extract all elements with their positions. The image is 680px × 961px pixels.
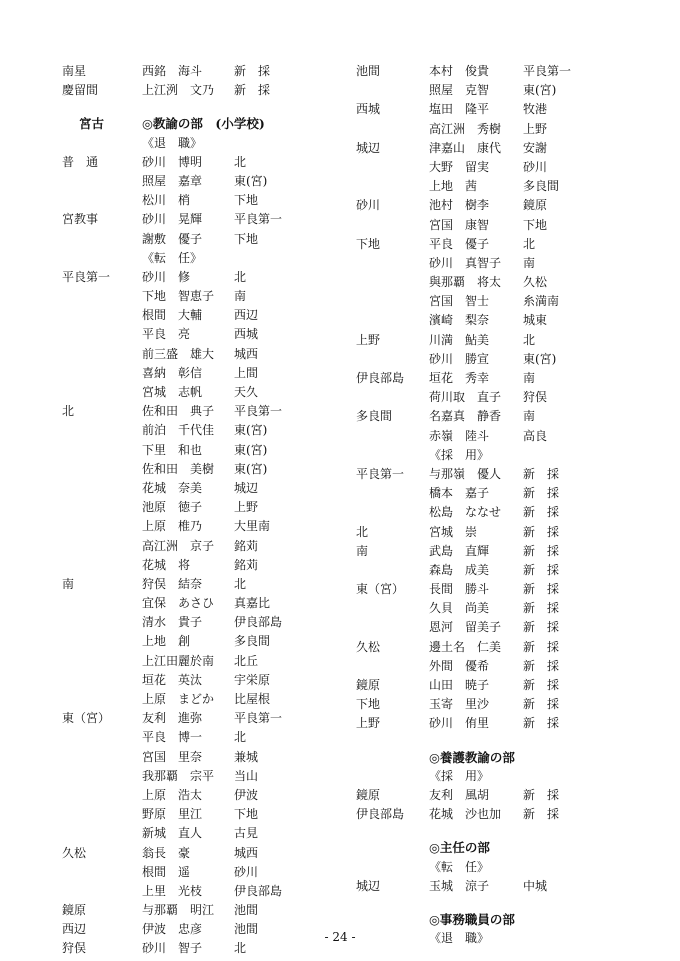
name-cell: 津嘉山 康代 bbox=[429, 140, 502, 155]
destination-cell: 銘苅 bbox=[234, 557, 259, 572]
school-cell: 南 bbox=[356, 543, 369, 558]
personnel-row bbox=[62, 249, 347, 268]
personnel-row bbox=[356, 523, 626, 542]
destination-cell: 新 採 bbox=[523, 678, 560, 692]
name-cell: 上原 まどか bbox=[142, 692, 215, 706]
personnel-row bbox=[62, 364, 347, 383]
name-cell: 赤嶺 陸斗 bbox=[429, 428, 490, 443]
school-cell: 下地 bbox=[356, 697, 381, 712]
personnel-row bbox=[356, 638, 626, 657]
destination-cell: 糸満南 bbox=[523, 294, 560, 309]
name-cell: 外間 優希 bbox=[429, 658, 490, 673]
name-cell: 根間 大輔 bbox=[142, 308, 203, 323]
destination-cell: 比屋根 bbox=[234, 692, 271, 706]
destination-cell: 南 bbox=[234, 289, 247, 304]
spacer bbox=[356, 896, 626, 910]
name-cell: 砂川 智子 bbox=[142, 941, 203, 956]
destination-cell: 新 採 bbox=[523, 807, 560, 822]
destination-cell: 平良第一 bbox=[234, 404, 283, 419]
name-cell: 川満 鮎美 bbox=[429, 332, 490, 347]
personnel-row bbox=[62, 824, 347, 843]
school-cell: 砂川 bbox=[356, 198, 381, 213]
destination-cell: 牧港 bbox=[523, 102, 548, 117]
personnel-row bbox=[62, 517, 347, 536]
destination-cell: 下地 bbox=[523, 217, 548, 232]
personnel-row bbox=[356, 805, 626, 824]
name-cell: 平良 優子 bbox=[429, 236, 490, 251]
school-cell: 城辺 bbox=[356, 878, 381, 893]
destination-cell: 上野 bbox=[234, 500, 259, 515]
name-cell: 砂川 博明 bbox=[142, 154, 203, 169]
personnel-row bbox=[356, 254, 626, 273]
personnel-row bbox=[356, 120, 626, 139]
personnel-row bbox=[356, 369, 626, 388]
destination-cell: 多良間 bbox=[523, 179, 560, 194]
name-cell: 高江洲 京子 bbox=[142, 538, 215, 553]
personnel-row bbox=[356, 158, 626, 177]
school-cell: 南星 bbox=[62, 64, 87, 78]
destination-cell: 西城 bbox=[234, 327, 259, 342]
personnel-row bbox=[62, 786, 347, 805]
personnel-row bbox=[356, 503, 626, 522]
name-cell: 翁長 豪 bbox=[142, 845, 191, 860]
personnel-row bbox=[62, 421, 347, 440]
personnel-row bbox=[356, 858, 626, 877]
name-cell: 池原 徳子 bbox=[142, 500, 203, 515]
name-cell: 《転 任》 bbox=[429, 859, 490, 874]
destination-cell: 砂川 bbox=[234, 864, 259, 879]
destination-cell: 北 bbox=[234, 941, 247, 956]
name-cell: 山田 暁子 bbox=[429, 678, 490, 692]
destination-cell: 東(宮) bbox=[234, 173, 268, 188]
destination-cell: 北丘 bbox=[234, 653, 259, 668]
destination-cell: 新 採 bbox=[523, 466, 560, 481]
name-cell: 《採 用》 bbox=[429, 447, 490, 462]
destination-cell: 北 bbox=[234, 154, 247, 169]
name-cell: 森島 成美 bbox=[429, 562, 490, 577]
personnel-row bbox=[62, 632, 347, 651]
name-cell: 宜保 あさひ bbox=[142, 596, 215, 611]
name-cell: 高江洲 秀樹 bbox=[429, 121, 502, 136]
personnel-row bbox=[62, 191, 347, 210]
name-cell: 佐和田 典子 bbox=[142, 404, 215, 419]
personnel-row bbox=[62, 441, 347, 460]
name-cell: 玉城 涼子 bbox=[429, 878, 490, 893]
personnel-row bbox=[62, 767, 347, 786]
name-cell: ◎事務職員の部 bbox=[429, 911, 515, 927]
personnel-row bbox=[62, 287, 347, 306]
destination-cell: 上間 bbox=[234, 365, 259, 380]
school-cell: 上野 bbox=[356, 332, 381, 347]
personnel-row bbox=[356, 100, 626, 119]
name-cell: 与那覇 明江 bbox=[142, 903, 215, 918]
name-cell: 宮城 志帆 bbox=[142, 385, 203, 399]
name-cell: 垣花 秀幸 bbox=[429, 371, 490, 385]
school-cell: 平良第一 bbox=[356, 466, 405, 481]
name-cell: 野原 里江 bbox=[142, 807, 203, 822]
personnel-row bbox=[62, 652, 347, 671]
name-cell: 下里 和也 bbox=[142, 442, 203, 457]
school-cell: 鏡原 bbox=[356, 787, 381, 802]
school-cell: 池間 bbox=[356, 64, 381, 78]
destination-cell: 東(宮) bbox=[523, 83, 557, 98]
spacer bbox=[356, 734, 626, 748]
destination-cell: 西辺 bbox=[234, 308, 259, 323]
personnel-row bbox=[356, 139, 626, 158]
personnel-row bbox=[62, 325, 347, 344]
destination-cell: 新 採 bbox=[523, 639, 560, 654]
name-cell: 本村 俊貴 bbox=[429, 64, 490, 78]
name-cell: 池村 樹李 bbox=[429, 198, 490, 213]
spacer bbox=[356, 824, 626, 838]
name-cell: 塩田 隆平 bbox=[429, 102, 490, 117]
school-cell: 鏡原 bbox=[62, 903, 87, 918]
destination-cell: 多良間 bbox=[234, 634, 271, 649]
name-cell: 新城 直人 bbox=[142, 826, 203, 841]
name-cell: 友利 進弥 bbox=[142, 711, 203, 726]
personnel-row bbox=[356, 657, 626, 676]
school-cell: 伊良部島 bbox=[356, 371, 405, 385]
personnel-row bbox=[62, 81, 347, 100]
name-cell: 与那嶺 優人 bbox=[429, 466, 502, 481]
personnel-row bbox=[62, 402, 347, 421]
personnel-row bbox=[62, 134, 347, 153]
school-cell: 宮古 bbox=[79, 116, 105, 132]
name-cell: 松川 梢 bbox=[142, 193, 191, 208]
name-cell: 久貝 尚美 bbox=[429, 601, 490, 616]
personnel-row bbox=[62, 690, 347, 709]
name-cell: 宮国 里奈 bbox=[142, 749, 203, 764]
destination-cell: 新 採 bbox=[234, 64, 271, 78]
destination-cell: 宇栄原 bbox=[234, 672, 271, 687]
name-cell: 《採 用》 bbox=[429, 768, 490, 783]
name-cell: 與那覇 将太 bbox=[429, 275, 502, 290]
name-cell: 恩河 留美子 bbox=[429, 620, 502, 635]
destination-cell: 下地 bbox=[234, 193, 259, 208]
name-cell: 上原 浩太 bbox=[142, 787, 203, 802]
destination-cell: 狩俣 bbox=[523, 390, 548, 405]
name-cell: 我那覇 宗平 bbox=[142, 768, 215, 783]
spacer bbox=[62, 100, 347, 114]
destination-cell: 南 bbox=[523, 371, 536, 385]
school-cell: 狩俣 bbox=[62, 941, 87, 956]
personnel-row bbox=[356, 542, 626, 561]
name-cell: 上原 椎乃 bbox=[142, 519, 203, 534]
name-cell: 前泊 千代佳 bbox=[142, 423, 215, 438]
personnel-row bbox=[62, 901, 347, 920]
school-cell: 東（宮） bbox=[62, 711, 111, 726]
name-cell: 《転 任》 bbox=[142, 250, 203, 265]
destination-cell: 新 採 bbox=[523, 620, 560, 635]
destination-cell: 砂川 bbox=[523, 159, 548, 174]
name-cell: 荷川取 直子 bbox=[429, 390, 502, 405]
name-cell: 宮国 康智 bbox=[429, 217, 490, 232]
name-cell: 松島 ななせ bbox=[429, 505, 502, 520]
personnel-row bbox=[356, 767, 626, 786]
destination-cell: 下地 bbox=[234, 807, 259, 822]
personnel-row bbox=[62, 383, 347, 402]
personnel-row bbox=[356, 350, 626, 369]
name-cell: 平良 博一 bbox=[142, 730, 203, 745]
school-cell: 南 bbox=[62, 576, 75, 591]
name-cell: 砂川 真智子 bbox=[429, 255, 502, 270]
name-cell: 花城 奈美 bbox=[142, 480, 203, 495]
destination-cell: 兼城 bbox=[234, 749, 259, 764]
name-cell: 名嘉真 静香 bbox=[429, 409, 502, 424]
personnel-row bbox=[356, 427, 626, 446]
school-cell: 西辺 bbox=[62, 922, 87, 937]
school-cell: 多良間 bbox=[356, 409, 393, 424]
personnel-row bbox=[356, 235, 626, 254]
name-cell: 橋本 嘉子 bbox=[429, 486, 490, 501]
personnel-row bbox=[62, 268, 347, 287]
name-cell: 邊土名 仁美 bbox=[429, 639, 502, 654]
destination-cell: 北 bbox=[234, 576, 247, 591]
personnel-row bbox=[62, 306, 347, 325]
destination-cell: 安謝 bbox=[523, 140, 548, 155]
personnel-row bbox=[62, 748, 347, 767]
personnel-row bbox=[62, 863, 347, 882]
name-cell: 喜納 彰信 bbox=[142, 365, 203, 380]
destination-cell: 新 採 bbox=[523, 716, 560, 731]
personnel-row bbox=[356, 62, 626, 81]
left-column bbox=[62, 62, 347, 959]
personnel-row bbox=[356, 292, 626, 311]
destination-cell: 池間 bbox=[234, 903, 259, 918]
school-cell: 城辺 bbox=[356, 140, 381, 155]
destination-cell: 東(宮) bbox=[523, 351, 557, 366]
destination-cell: 当山 bbox=[234, 768, 259, 783]
name-cell: 狩俣 結奈 bbox=[142, 576, 203, 591]
destination-cell: 南 bbox=[523, 409, 536, 424]
destination-cell: 平良第一 bbox=[234, 711, 283, 726]
personnel-row bbox=[62, 210, 347, 229]
school-cell: 平良第一 bbox=[62, 269, 111, 284]
personnel-row bbox=[356, 196, 626, 215]
destination-cell: 伊良部島 bbox=[234, 883, 283, 898]
name-cell: 上里 光枝 bbox=[142, 883, 203, 898]
personnel-row bbox=[62, 671, 347, 690]
destination-cell: 天久 bbox=[234, 385, 259, 399]
school-cell: 北 bbox=[62, 404, 75, 419]
personnel-row bbox=[62, 230, 347, 249]
name-cell: 宮城 崇 bbox=[429, 524, 478, 539]
personnel-row bbox=[356, 695, 626, 714]
school-cell: 西城 bbox=[356, 102, 381, 117]
personnel-row bbox=[62, 153, 347, 172]
right-column bbox=[356, 62, 626, 948]
personnel-row bbox=[62, 728, 347, 747]
destination-cell: 古見 bbox=[234, 826, 259, 841]
personnel-row bbox=[62, 805, 347, 824]
destination-cell: 新 採 bbox=[523, 486, 560, 501]
destination-cell: 新 採 bbox=[523, 697, 560, 712]
personnel-row bbox=[62, 882, 347, 901]
destination-cell: 伊良部島 bbox=[234, 615, 283, 630]
name-cell: 下地 智恵子 bbox=[142, 289, 215, 304]
destination-cell: 北 bbox=[234, 269, 247, 284]
personnel-row bbox=[62, 498, 347, 517]
personnel-row bbox=[356, 311, 626, 330]
personnel-row bbox=[356, 484, 626, 503]
personnel-row bbox=[356, 273, 626, 292]
destination-cell: 高良 bbox=[523, 428, 548, 443]
personnel-row bbox=[356, 561, 626, 580]
personnel-row bbox=[62, 479, 347, 498]
personnel-row bbox=[62, 460, 347, 479]
personnel-row bbox=[62, 172, 347, 191]
destination-cell: 東(宮) bbox=[234, 442, 268, 457]
name-cell: 上江洌 文乃 bbox=[142, 83, 215, 98]
personnel-row bbox=[62, 844, 347, 863]
personnel-row bbox=[356, 216, 626, 235]
section-heading bbox=[62, 114, 347, 133]
name-cell: 砂川 修 bbox=[142, 269, 191, 284]
destination-cell: 新 採 bbox=[523, 601, 560, 616]
name-cell: 上地 創 bbox=[142, 634, 191, 649]
personnel-row bbox=[356, 580, 626, 599]
personnel-row bbox=[356, 81, 626, 100]
destination-cell: 城西 bbox=[234, 845, 259, 860]
name-cell: 前三盛 雄大 bbox=[142, 346, 215, 361]
personnel-row bbox=[356, 407, 626, 426]
school-cell: 普 通 bbox=[62, 154, 99, 169]
destination-cell: 中城 bbox=[523, 878, 548, 893]
personnel-row bbox=[356, 446, 626, 465]
name-cell: 謝敷 優子 bbox=[142, 231, 203, 246]
school-cell: 久松 bbox=[62, 845, 87, 860]
personnel-row bbox=[62, 556, 347, 575]
destination-cell: 真嘉比 bbox=[234, 596, 271, 611]
page-number: - 24 - bbox=[324, 930, 356, 944]
destination-cell: 伊波 bbox=[234, 787, 259, 802]
name-cell: 照屋 克智 bbox=[429, 83, 490, 98]
name-cell: 伊波 忠彦 bbox=[142, 922, 203, 937]
destination-cell: 大里南 bbox=[234, 519, 271, 534]
name-cell: 垣花 英汰 bbox=[142, 672, 203, 687]
name-cell: ◎主任の部 bbox=[429, 840, 490, 856]
destination-cell: 下地 bbox=[234, 231, 259, 246]
personnel-row bbox=[62, 575, 347, 594]
name-cell: 友利 風胡 bbox=[429, 787, 490, 802]
destination-cell: 城東 bbox=[523, 313, 548, 328]
name-cell: 根間 遥 bbox=[142, 864, 191, 879]
name-cell: 玉寄 里沙 bbox=[429, 697, 490, 712]
personnel-row bbox=[62, 345, 347, 364]
personnel-row bbox=[356, 877, 626, 896]
destination-cell: 新 採 bbox=[523, 505, 560, 520]
destination-cell: 池間 bbox=[234, 922, 259, 937]
personnel-row bbox=[356, 786, 626, 805]
name-cell: ◎養護教諭の部 bbox=[429, 749, 515, 765]
destination-cell: 新 採 bbox=[234, 83, 271, 98]
name-cell: ◎教諭の部 (小学校) bbox=[142, 116, 265, 132]
name-cell: 砂川 勝宣 bbox=[429, 351, 490, 366]
personnel-row bbox=[62, 613, 347, 632]
name-cell: 上地 茜 bbox=[429, 179, 478, 194]
destination-cell: 新 採 bbox=[523, 543, 560, 558]
destination-cell: 新 採 bbox=[523, 658, 560, 673]
name-cell: 《退 職》 bbox=[429, 931, 490, 946]
school-cell: 伊良部島 bbox=[356, 807, 405, 822]
personnel-row bbox=[356, 177, 626, 196]
destination-cell: 東(宮) bbox=[234, 423, 268, 438]
name-cell: 花城 将 bbox=[142, 557, 191, 572]
personnel-row bbox=[356, 599, 626, 618]
destination-cell: 平良第一 bbox=[234, 212, 283, 227]
destination-cell: 新 採 bbox=[523, 524, 560, 539]
personnel-row bbox=[62, 62, 347, 81]
personnel-row bbox=[356, 676, 626, 695]
destination-cell: 北 bbox=[523, 332, 536, 347]
personnel-row bbox=[356, 465, 626, 484]
destination-cell: 上野 bbox=[523, 121, 548, 136]
school-cell: 上野 bbox=[356, 716, 381, 731]
personnel-row bbox=[356, 388, 626, 407]
destination-cell: 新 採 bbox=[523, 562, 560, 577]
name-cell: 砂川 侑里 bbox=[429, 716, 490, 731]
school-cell: 鏡原 bbox=[356, 678, 381, 692]
school-cell: 慶留間 bbox=[62, 83, 99, 98]
name-cell: 西銘 海斗 bbox=[142, 64, 203, 78]
section-heading bbox=[356, 748, 626, 767]
name-cell: 濱崎 梨奈 bbox=[429, 313, 490, 328]
name-cell: 花城 沙也加 bbox=[429, 807, 502, 822]
school-cell: 下地 bbox=[356, 236, 381, 251]
section-heading bbox=[356, 910, 626, 929]
destination-cell: 久松 bbox=[523, 275, 548, 290]
name-cell: 《退 職》 bbox=[142, 135, 203, 150]
name-cell: 上江田麗於南 bbox=[142, 653, 215, 668]
personnel-row bbox=[62, 594, 347, 613]
name-cell: 大野 留実 bbox=[429, 159, 490, 174]
personnel-row bbox=[356, 714, 626, 733]
destination-cell: 新 採 bbox=[523, 582, 560, 597]
name-cell: 佐和田 美樹 bbox=[142, 461, 215, 476]
personnel-row bbox=[356, 618, 626, 637]
name-cell: 長間 勝斗 bbox=[429, 582, 490, 597]
school-cell: 東（宮） bbox=[356, 582, 405, 597]
name-cell: 砂川 晃輝 bbox=[142, 212, 203, 227]
personnel-row bbox=[62, 709, 347, 728]
name-cell: 宮国 智士 bbox=[429, 294, 490, 309]
school-cell: 宮教事 bbox=[62, 212, 99, 227]
section-heading bbox=[356, 838, 626, 857]
destination-cell: 銘苅 bbox=[234, 538, 259, 553]
personnel-row bbox=[356, 331, 626, 350]
destination-cell: 北 bbox=[523, 236, 536, 251]
personnel-row bbox=[62, 537, 347, 556]
name-cell: 武島 直輝 bbox=[429, 543, 490, 558]
destination-cell: 平良第一 bbox=[523, 64, 572, 78]
destination-cell: 城西 bbox=[234, 346, 259, 361]
name-cell: 清水 貴子 bbox=[142, 615, 203, 630]
school-cell: 久松 bbox=[356, 639, 381, 654]
destination-cell: 城辺 bbox=[234, 480, 259, 495]
destination-cell: 北 bbox=[234, 730, 247, 745]
destination-cell: 鏡原 bbox=[523, 198, 548, 213]
destination-cell: 新 採 bbox=[523, 787, 560, 802]
name-cell: 照屋 嘉章 bbox=[142, 173, 203, 188]
destination-cell: 東(宮) bbox=[234, 461, 268, 476]
school-cell: 北 bbox=[356, 524, 369, 539]
name-cell: 平良 亮 bbox=[142, 327, 191, 342]
destination-cell: 南 bbox=[523, 255, 536, 270]
